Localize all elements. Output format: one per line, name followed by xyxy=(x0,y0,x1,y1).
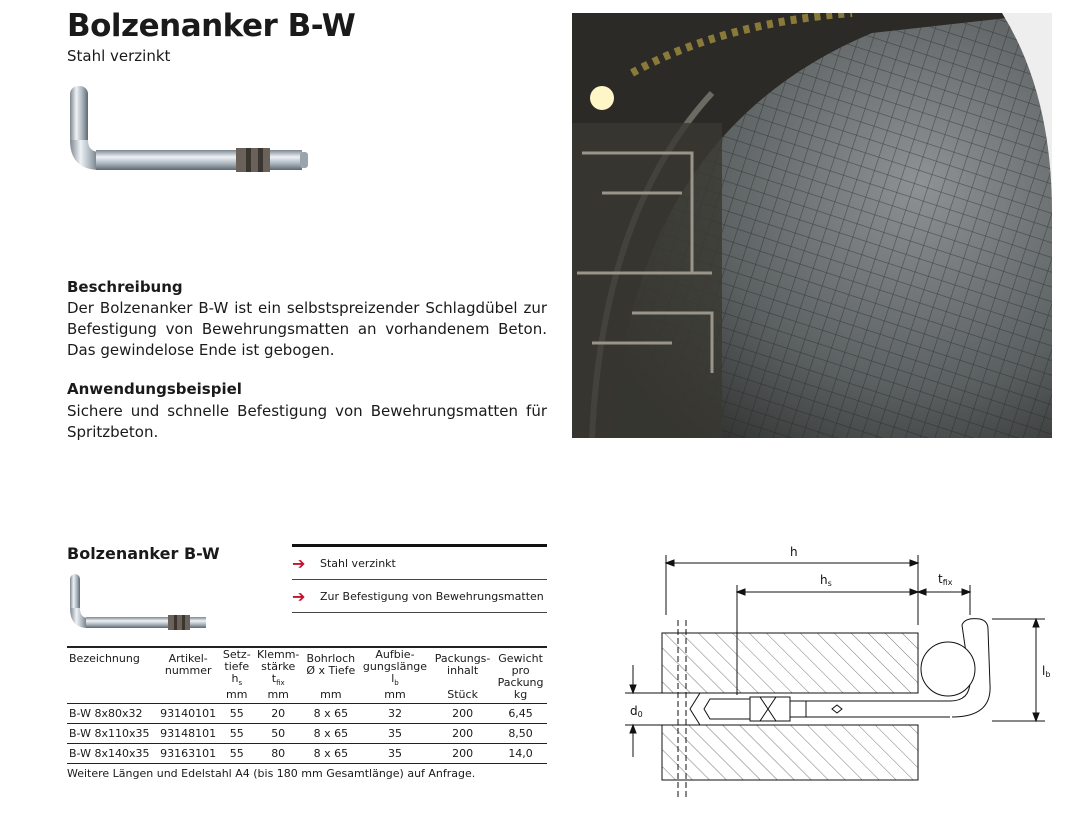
anchor-product-image xyxy=(60,78,320,188)
col-header: Artikel- nummer xyxy=(164,652,212,678)
table-row xyxy=(67,744,547,764)
table-cell: B-W 8x140x35 xyxy=(69,747,150,761)
table-row xyxy=(67,704,547,724)
table-cell: 50 xyxy=(271,727,286,741)
table-header-row xyxy=(67,647,547,704)
col-header: Klemm- stärke $t_{fix}$ mm xyxy=(256,648,300,702)
application-heading: Anwendungsbeispiel xyxy=(67,380,242,398)
table-cell: 35 xyxy=(387,727,402,741)
table-cell: 20 xyxy=(271,707,286,721)
page-subtitle: Stahl verzinkt xyxy=(67,47,171,65)
table-footnote: Weitere Längen und Edelstahl A4 (bis 180 mm Gesamtlänge) auf Anfrage. xyxy=(67,767,476,780)
col-header: Setz- tiefe $h_s$ mm xyxy=(222,648,251,702)
table-cell: 80 xyxy=(271,747,286,761)
technical-drawing xyxy=(600,535,1074,815)
table-cell: 200 xyxy=(452,707,474,721)
table-cell: 8 x 65 xyxy=(313,727,349,741)
table-cell: 8 x 65 xyxy=(313,707,349,721)
table-cell: 93140101 xyxy=(160,707,217,721)
arrow-right-icon: ➔ xyxy=(292,587,306,606)
feature-list xyxy=(292,544,547,614)
description-heading: Beschreibung xyxy=(67,278,183,296)
product-table xyxy=(67,646,547,764)
table-cell: 8 x 65 xyxy=(313,747,349,761)
table-cell: 6,45 xyxy=(508,707,533,721)
dim-label-hs: hs xyxy=(820,573,832,588)
table-cell: 35 xyxy=(387,747,402,761)
page-title: Bolzenanker B-W xyxy=(67,8,356,44)
col-header: Aufbie- gungslänge $l_b$ mm xyxy=(362,648,428,702)
table-cell: 32 xyxy=(387,707,402,721)
anchor-product-thumbnail xyxy=(64,570,214,636)
dim-label-lb: lb xyxy=(1042,664,1051,679)
dim-label-h: h xyxy=(790,545,798,559)
table-row xyxy=(67,724,547,744)
feature-label: Stahl verzinkt xyxy=(320,557,396,570)
application-text: Sichere und schnelle Befestigung von Bewehrungsmatten für Spritzbeton. xyxy=(67,402,547,441)
table-cell: B-W 8x80x32 xyxy=(69,707,143,721)
col-header: Gewicht pro Packung kg xyxy=(497,652,544,702)
table-cell: 14,0 xyxy=(508,747,533,761)
table-cell: 55 xyxy=(229,727,244,741)
table-cell: B-W 8x110x35 xyxy=(69,727,150,741)
table-cell: 200 xyxy=(452,727,474,741)
table-cell: 8,50 xyxy=(508,727,533,741)
arrow-right-icon: ➔ xyxy=(292,554,306,573)
col-header: Bezeichnung xyxy=(69,652,140,666)
table-cell: 55 xyxy=(229,747,244,761)
table-cell: 93163101 xyxy=(160,747,217,761)
description-text: Der Bolzenanker B-W ist ein selbstspreizender Schlagdübel zur Befestigung von Bewehrungsmatten an vorhandenem Beton. Das gewindelose Ende ist gebogen. xyxy=(67,299,547,359)
product-table-title: Bolzenanker B-W xyxy=(67,544,220,563)
dim-label-d0: d0 xyxy=(630,704,643,719)
table-cell: 93148101 xyxy=(160,727,217,741)
feature-label: Zur Befestigung von Bewehrungsmatten xyxy=(320,590,544,603)
tunnel-photo xyxy=(572,13,1052,438)
col-header: Packungs- inhalt Stück xyxy=(434,652,491,702)
col-header: Bohrloch Ø x Tiefe mm xyxy=(306,652,356,702)
table-cell: 55 xyxy=(229,707,244,721)
dim-label-tfix: tfix xyxy=(938,572,953,587)
table-cell: 200 xyxy=(452,747,474,761)
